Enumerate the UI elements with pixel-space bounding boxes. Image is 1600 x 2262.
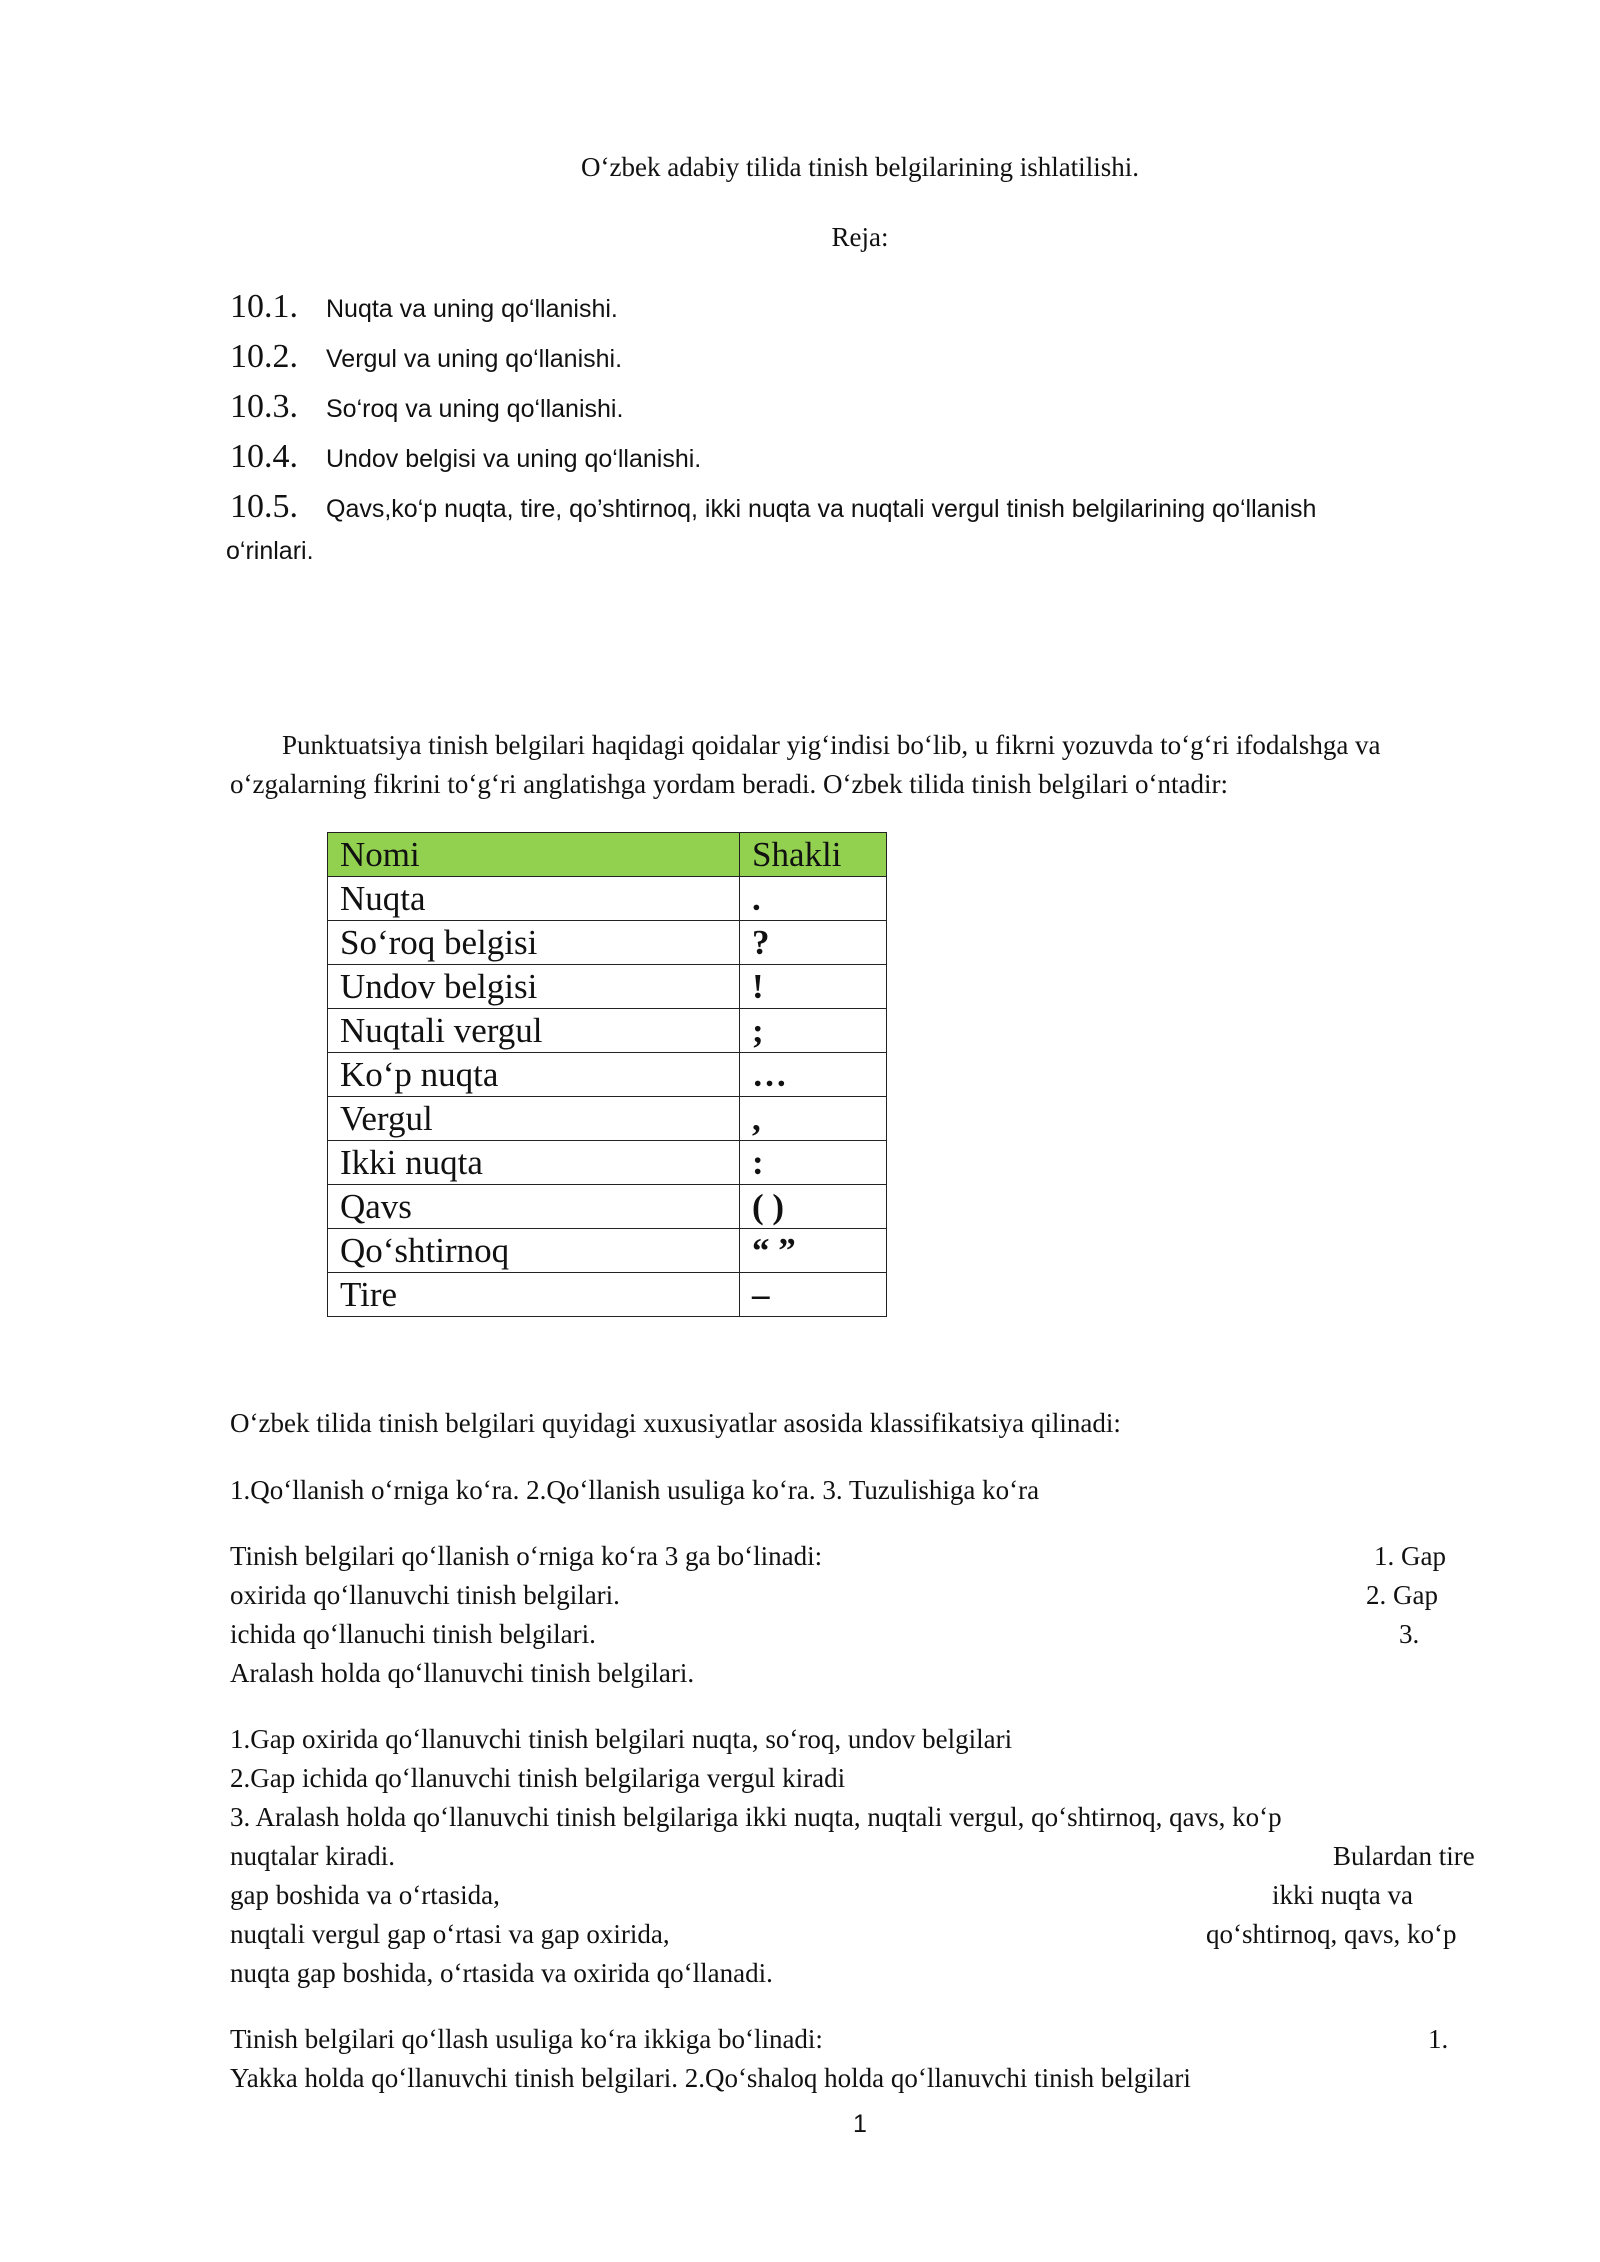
plan-item — [230, 288, 1470, 338]
sign-shape: “ ” — [740, 1229, 887, 1273]
plan-item — [230, 338, 1470, 388]
sign-name: Nuqta — [328, 877, 740, 921]
table-row — [328, 1097, 887, 1141]
page-number: 1 — [853, 2110, 867, 2138]
plan-item-text: Qavs,ko‘p nuqta, tire, qo’shtirnoq, ikki nuqta va nuqtali vergul tinish belgilarining qo‘llanish — [326, 495, 1317, 523]
plan-item-number: 10.5. — [230, 488, 298, 525]
sign-name: So‘roq belgisi — [328, 921, 740, 965]
plan-item — [230, 488, 1470, 538]
table-row — [328, 1185, 887, 1229]
sign-name: Qavs — [328, 1185, 740, 1229]
table-header-row — [328, 833, 887, 877]
block2-line-5: gap boshida va o‘rtasida, — [230, 1880, 500, 1910]
plan-item-text: Vergul va uning qo‘llanishi. — [326, 345, 623, 373]
plan-heading: Reja: — [831, 222, 889, 252]
block1-line-2: oxirida qo‘llanuvchi tinish belgilari. — [230, 1580, 620, 1610]
block1-line-2-right: 2. Gap — [1366, 1580, 1438, 1610]
table-row — [328, 1229, 887, 1273]
intro-paragraph: Punktuatsiya tinish belgilari haqidagi qoidalar yig‘indisi bo‘lib, u fikrni yozuvda to‘g‘ri ifodalshga va o‘zgalarning fikrini to‘g‘ri anglatishga yordam beradi. O‘zbek tilida tinish belgilari o‘ntadir: — [230, 730, 1381, 799]
table-row — [328, 1273, 887, 1317]
table-row — [328, 877, 887, 921]
block1-line-4: Aralash holda qo‘llanuvchi tinish belgilari. — [230, 1658, 695, 1688]
table-row — [328, 965, 887, 1009]
sign-shape: ? — [740, 921, 887, 965]
table-row — [328, 1141, 887, 1185]
table-row — [328, 1009, 887, 1053]
sign-name: Tire — [328, 1273, 740, 1317]
sign-shape: – — [740, 1273, 887, 1317]
block2-line-5-right: ikki nuqta va — [1272, 1880, 1413, 1910]
sign-shape: ( ) — [740, 1185, 887, 1229]
plan-item — [230, 438, 1470, 488]
block2-line-6-right: qo‘shtirnoq, qavs, ko‘p — [1206, 1919, 1457, 1949]
table-row — [328, 921, 887, 965]
sign-shape: : — [740, 1141, 887, 1185]
block1-line-1: Tinish belgilari qo‘llanish o‘rniga ko‘ra 3 ga bo‘linadi: — [230, 1541, 823, 1571]
block3-line-2: Yakka holda qo‘llanuvchi tinish belgilari. 2.Qo‘shaloq holda qo‘llanuvchi tinish belgilari — [230, 2063, 1191, 2093]
block3-line-1-right: 1. — [1428, 2024, 1449, 2054]
block1-line-1-right: 1. Gap — [1374, 1541, 1446, 1571]
sign-name: Ikki nuqta — [328, 1141, 740, 1185]
document-title: O‘zbek adabiy tilida tinish belgilarining ishlatilishi. — [581, 152, 1139, 182]
sign-name: Qo‘shtirnoq — [328, 1229, 740, 1273]
sign-name: Vergul — [328, 1097, 740, 1141]
block2-line-7: nuqta gap boshida, o‘rtasida va oxirida qo‘llanadi. — [230, 1958, 773, 1988]
plan-item-text: So‘roq va uning qo‘llanishi. — [326, 395, 624, 423]
column-header-name: Nomi — [328, 833, 740, 877]
classification-intro: O‘zbek tilida tinish belgilari quyidagi xuxusiyatlar asosida klassifikatsiya qilinadi: — [230, 1408, 1121, 1438]
block3-line-1: Tinish belgilari qo‘llash usuliga ko‘ra ikkiga bo‘linadi: — [230, 2024, 823, 2054]
plan-item-number: 10.3. — [230, 388, 298, 425]
sign-shape: … — [740, 1053, 887, 1097]
block2-line-3: 3. Aralash holda qo‘llanuvchi tinish belgilariga ikki nuqta, nuqtali vergul, qo‘shtirnoq, qavs, ko‘p — [230, 1802, 1282, 1832]
plan-item-number: 10.1. — [230, 288, 298, 325]
block2-line-6: nuqtali vergul gap o‘rtasi va gap oxirida, — [230, 1919, 670, 1949]
column-header-shape: Shakli — [740, 833, 887, 877]
table-row — [328, 1053, 887, 1097]
block1-line-3: ichida qo‘llanuchi tinish belgilari. — [230, 1619, 596, 1649]
punctuation-table — [327, 832, 887, 1317]
classification-list: 1.Qo‘llanish o‘rniga ko‘ra. 2.Qo‘llanish usuliga ko‘ra. 3. Tuzulishiga ko‘ra — [230, 1475, 1040, 1505]
block2-line-4-right: Bulardan tire — [1333, 1841, 1475, 1871]
plan-item-number: 10.2. — [230, 338, 298, 375]
sign-shape: . — [740, 877, 887, 921]
block2-line-1: 1.Gap oxirida qo‘llanuvchi tinish belgilari nuqta, so‘roq, undov belgilari — [230, 1724, 1013, 1754]
plan-item — [230, 388, 1470, 438]
plan-list — [230, 288, 1470, 538]
block1-line-3-right: 3. — [1399, 1619, 1420, 1649]
plan-item-text: Nuqta va uning qo‘llanishi. — [326, 295, 618, 323]
sign-name: Nuqtali vergul — [328, 1009, 740, 1053]
block2-line-4: nuqtalar kiradi. — [230, 1841, 395, 1871]
plan-item-text: Undov belgisi va uning qo‘llanishi. — [326, 445, 702, 473]
plan-item-number: 10.4. — [230, 438, 298, 475]
sign-name: Undov belgisi — [328, 965, 740, 1009]
sign-shape: ! — [740, 965, 887, 1009]
plan-item-continuation: o‘rinlari. — [226, 537, 314, 565]
sign-name: Ko‘p nuqta — [328, 1053, 740, 1097]
sign-shape: ; — [740, 1009, 887, 1053]
block2-line-2: 2.Gap ichida qo‘llanuvchi tinish belgilariga vergul kiradi — [230, 1763, 846, 1793]
sign-shape: , — [740, 1097, 887, 1141]
